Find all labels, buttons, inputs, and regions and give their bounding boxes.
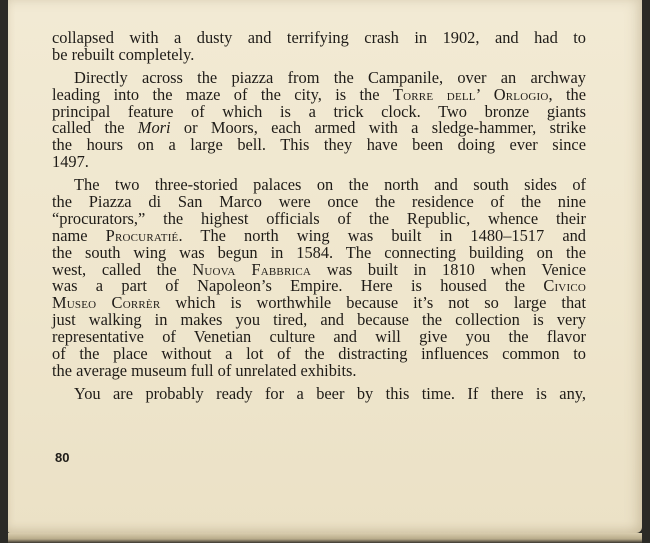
italic-term: Mori xyxy=(137,118,171,138)
text-run: You are probably ready for a beer by this time. If there is any, xyxy=(74,383,586,403)
paragraph xyxy=(52,30,586,64)
text-run: west, called the xyxy=(52,259,193,279)
small-caps-name: Torre dell’ Orlogio xyxy=(392,84,549,104)
text-run: of the place without a lot of the distracting influences common to xyxy=(52,344,586,364)
page-number: 80 xyxy=(55,450,70,465)
text-run: collapsed with a dusty and terrifying crash in 1902, and had to xyxy=(52,28,586,47)
small-caps-name: Museo Corrèr xyxy=(52,293,161,313)
text-run: the south wing was begun in 1584. The connecting building on the xyxy=(52,242,586,262)
paragraph xyxy=(52,67,587,172)
paragraph xyxy=(52,383,586,403)
text-run: the hours on a large bell. This they have been doing ever since xyxy=(52,135,586,155)
text-line xyxy=(52,383,586,403)
text-run: be rebuilt completely. xyxy=(52,44,195,64)
text-run: which is worthwhile because it’s not so large that xyxy=(160,293,586,313)
text-run: “procurators,” the highest officials of the Republic, whence their xyxy=(52,208,586,228)
body-text xyxy=(52,30,586,403)
text-run: principal feature of which is a trick clock. Two bronze giants xyxy=(52,101,586,121)
text-run: The two three-storied palaces on the north and south sides of xyxy=(74,175,586,195)
text-run: . The north wing was built in 1480–1517 and xyxy=(178,225,586,245)
text-run: was a part of Napoleon’s Empire. Here is housed the xyxy=(52,276,544,296)
text-run: Directly across the piazza from the Campanile, over an archway xyxy=(74,67,586,87)
text-run: 1497. xyxy=(52,152,89,172)
text-line xyxy=(52,44,586,64)
small-caps-name: Nuova Fabbrica xyxy=(192,259,312,279)
text-run: or Moors, each armed with a sledge-hammer, strike xyxy=(170,118,586,138)
small-caps-name: Civico xyxy=(543,276,586,296)
page-edge xyxy=(8,533,642,543)
text-run: the Piazza di San Marco were once the residence of the nine xyxy=(52,192,586,212)
text-line xyxy=(52,360,586,380)
text-run: name xyxy=(52,225,106,245)
text-run: leading into the maze of the city, is the xyxy=(52,84,393,104)
paragraph xyxy=(52,177,586,380)
text-run: was built in 1810 when Venice xyxy=(311,259,587,279)
text-run: , the xyxy=(548,84,587,104)
text-run: the average museum full of unrelated exhibits. xyxy=(52,360,357,380)
small-caps-name: Procuratié xyxy=(105,225,179,245)
text-line xyxy=(52,154,586,171)
text-line xyxy=(52,137,586,154)
text-run: just walking in makes you tired, and because the collection is very xyxy=(52,310,586,330)
text-run: called the xyxy=(52,118,138,138)
text-run: representative of Venetian culture and will give you the flavor xyxy=(52,327,586,347)
